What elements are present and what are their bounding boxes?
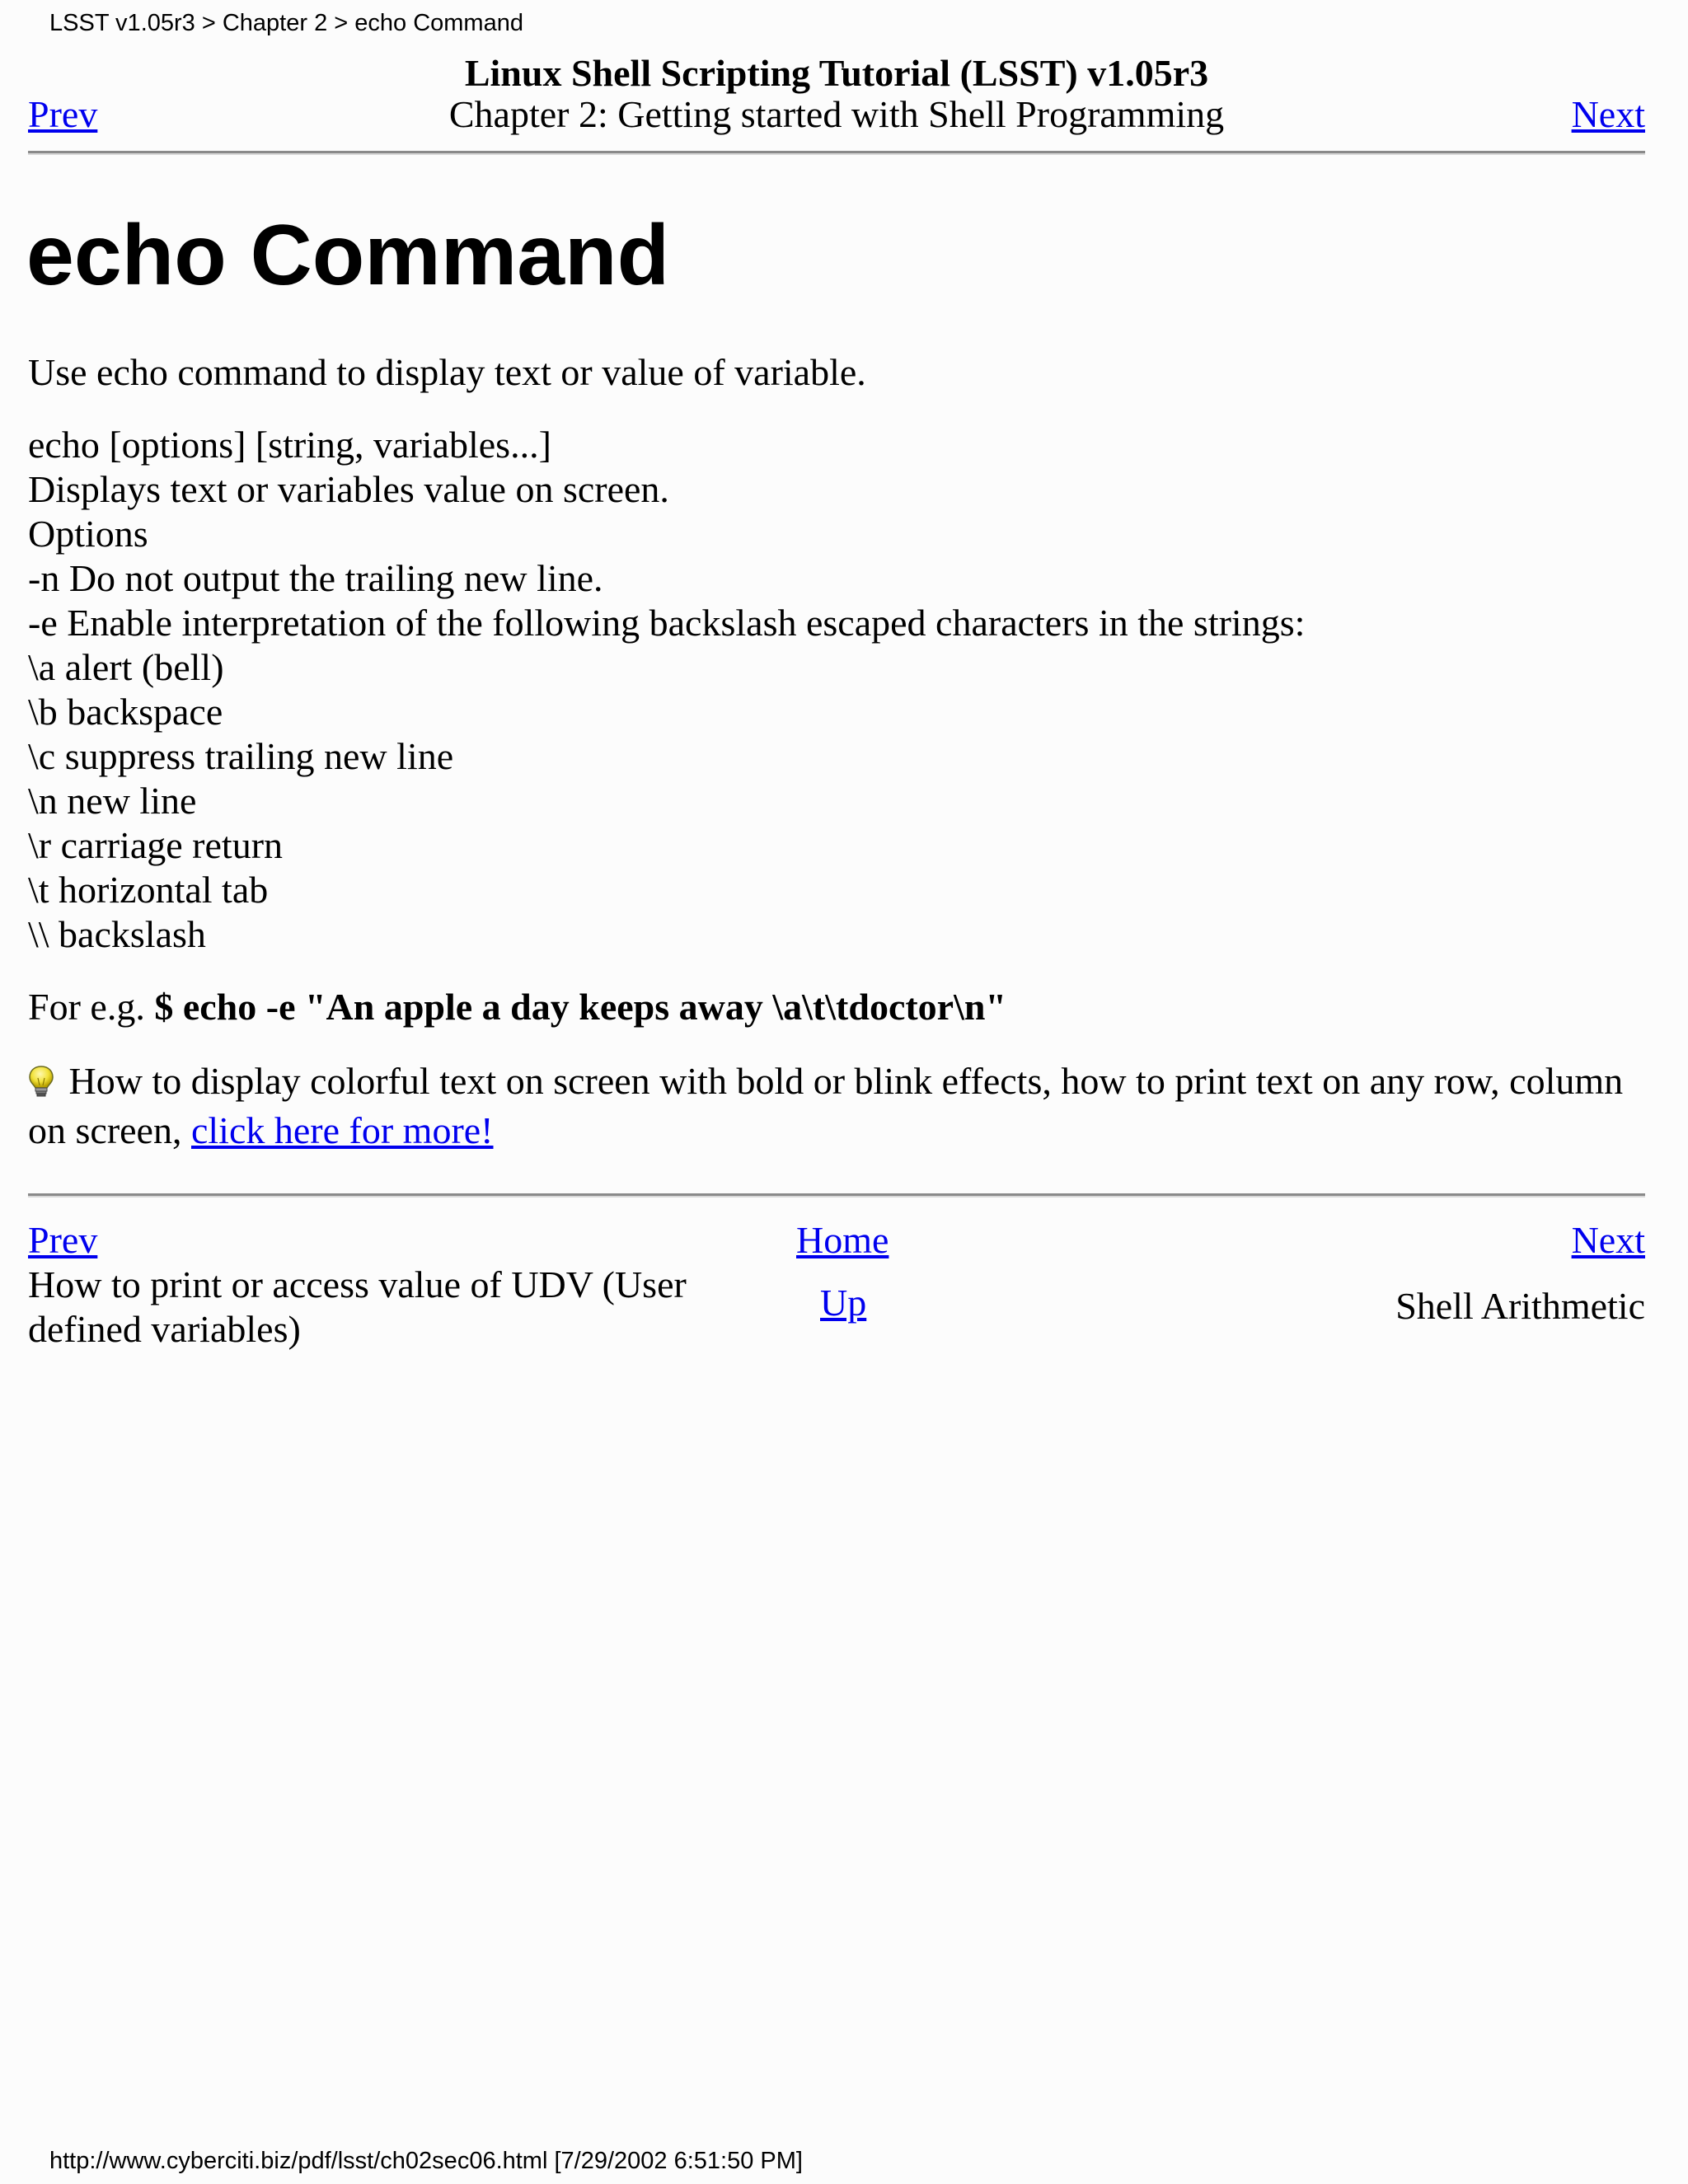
print-header: LSST v1.05r3 > Chapter 2 > echo Command xyxy=(49,10,523,36)
syntax-line: \r carriage return xyxy=(28,824,284,866)
main-content xyxy=(28,350,1660,1153)
header-divider xyxy=(28,151,1645,155)
syntax-line: \b backspace xyxy=(28,691,223,733)
syntax-line: \n new line xyxy=(28,780,197,822)
navigation-footer xyxy=(28,1218,1645,1383)
footer-divider xyxy=(28,1193,1645,1197)
up-link[interactable]: Up xyxy=(820,1282,867,1324)
syntax-line: \t horizontal tab xyxy=(28,869,269,911)
tip-paragraph xyxy=(28,1059,1660,1153)
example-command: $ echo -e "An apple a day keeps away \a\t\tdoctor\n" xyxy=(154,986,1007,1028)
footer-next-link[interactable]: Next xyxy=(1571,1219,1645,1261)
header-next-link[interactable]: Next xyxy=(1571,93,1645,135)
syntax-line: Displays text or variables value on screen. xyxy=(28,468,669,510)
lightbulb-icon xyxy=(28,1064,54,1108)
syntax-line: \\ backslash xyxy=(28,913,206,955)
syntax-line: -n Do not output the trailing new line. xyxy=(28,557,603,599)
click-here-link[interactable]: click here for more! xyxy=(190,1109,494,1151)
syntax-line: echo [options] [string, variables...] xyxy=(28,424,551,466)
example-prefix: For e.g. xyxy=(28,986,155,1028)
tip-text: How to display colorful text on screen with bold or blink effects, how to print text on any row, column on screen, xyxy=(28,1060,1624,1151)
chapter-title: Chapter 2: Getting started with Shell Programming xyxy=(448,93,1225,135)
syntax-line: \a alert (bell) xyxy=(28,646,224,688)
syntax-line: \c suppress trailing new line xyxy=(28,735,454,777)
header-title-block xyxy=(28,53,1645,135)
example-paragraph xyxy=(28,985,1660,1029)
book-title: Linux Shell Scripting Tutorial (LSST) v1.05r3 xyxy=(464,52,1209,94)
next-page-description: Shell Arithmetic xyxy=(1395,1285,1645,1327)
intro-paragraph: Use echo command to display text or value of variable. xyxy=(28,351,866,393)
page-title: echo Command xyxy=(26,208,670,303)
footer-prev-link[interactable]: Prev xyxy=(28,1219,98,1261)
prev-page-description: How to print or access value of UDV (User defined variables) xyxy=(28,1263,687,1350)
header-prev-link[interactable]: Prev xyxy=(28,93,98,135)
home-link[interactable]: Home xyxy=(796,1219,889,1261)
syntax-line: -e Enable interpretation of the following backslash escaped characters in the strings: xyxy=(28,602,1306,644)
syntax-line: Options xyxy=(28,513,148,555)
print-footer-url: http://www.cyberciti.biz/pdf/lsst/ch02sec06.html [7/29/2002 6:51:50 PM] xyxy=(49,2148,803,2174)
navigation-header xyxy=(28,53,1645,143)
syntax-block xyxy=(28,423,1660,957)
